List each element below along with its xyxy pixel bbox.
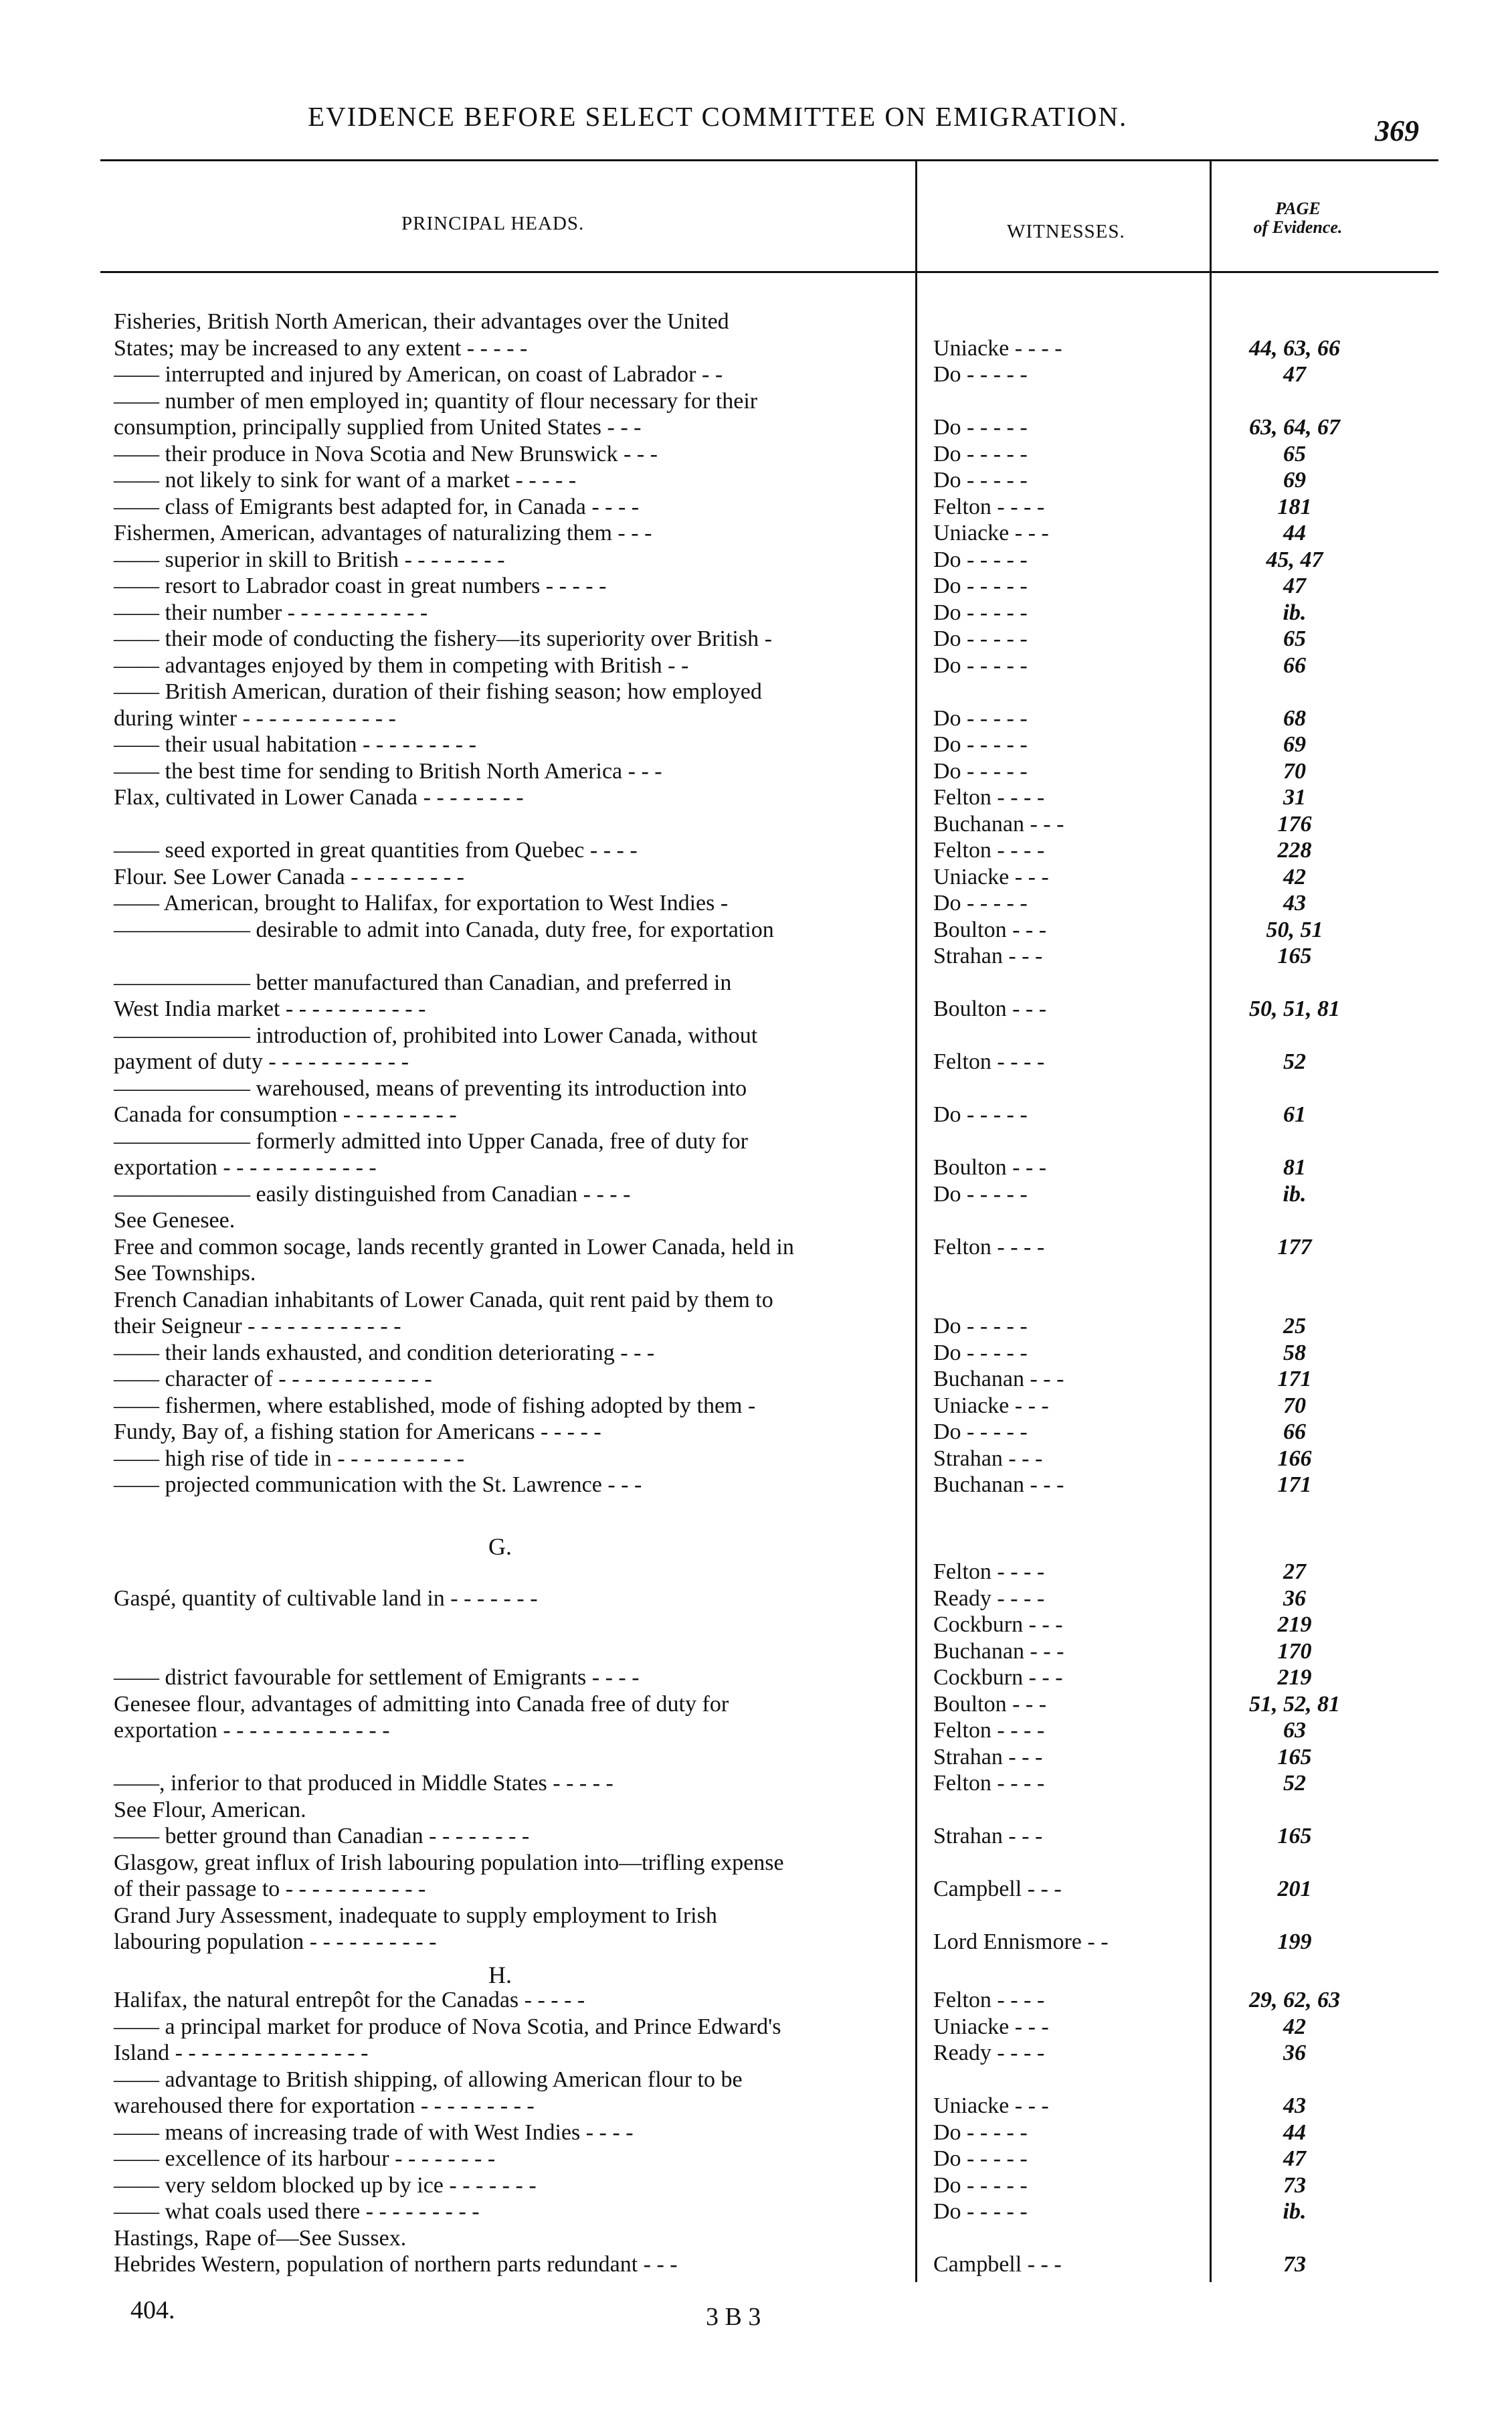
index-entry-witness: Do - - - - -	[933, 705, 1028, 731]
index-entry-page: 181	[1277, 494, 1312, 519]
index-entry-witness: Boulton - - -	[933, 1691, 1047, 1717]
index-entry-page: 177	[1277, 1234, 1312, 1260]
index-entry-heading: exportation - - - - - - - - - - - - -	[114, 1718, 390, 1743]
index-entry-page: 31	[1283, 785, 1306, 810]
index-entry-page: ib.	[1283, 1181, 1307, 1207]
index-entry-page: 70	[1283, 758, 1306, 784]
index-entry-page: 61	[1283, 1102, 1306, 1127]
index-entry-witness: Buchanan - - -	[933, 811, 1064, 837]
index-entry-heading: Fisheries, British North American, their advantages over the United	[114, 309, 729, 334]
index-entry-witness: Do - - - - -	[933, 1181, 1028, 1207]
index-entry-page: 51, 52, 81	[1249, 1691, 1340, 1717]
index-entry-witness: Ready - - - -	[933, 1585, 1045, 1611]
index-entry-heading: West India market - - - - - - - - - - -	[114, 997, 426, 1021]
index-entry-heading: Hebrides Western, population of northern parts redundant - - -	[114, 2252, 678, 2277]
index-entry-heading: See Townships.	[114, 1261, 256, 1286]
index-entry-page: 81	[1283, 1155, 1306, 1180]
index-entry-witness: Felton - - - -	[933, 1559, 1045, 1584]
index-entry-page: 65	[1283, 441, 1306, 466]
index-entry-page: 44, 63, 66	[1249, 335, 1340, 361]
index-entry-witness: Do - - - - -	[933, 468, 1028, 493]
index-entry-witness: Felton - - - -	[933, 838, 1045, 863]
column-divider-2	[1210, 161, 1212, 2282]
index-entry-witness: Ready - - - -	[933, 2041, 1045, 2065]
index-entry-heading: consumption, principally supplied from United States - - -	[114, 415, 642, 440]
index-entry-heading: —— their lands exhausted, and condition deteriorating - - -	[114, 1340, 655, 1365]
index-entry-page: 63, 64, 67	[1249, 415, 1340, 440]
index-entry-heading: —— not likely to sink for want of a market - - - - -	[114, 468, 577, 493]
index-entry-page: 58	[1283, 1340, 1306, 1365]
index-entry-witness: Do - - - - -	[933, 2199, 1028, 2224]
index-entry-heading: —— class of Emigrants best adapted for, in Canada - - - -	[114, 494, 640, 519]
index-entry-witness: Do - - - - -	[933, 574, 1028, 598]
index-entry-heading: —— advantages enjoyed by them in competing with British - -	[114, 653, 689, 678]
index-entry-heading: —— interrupted and injured by American, on coast of Labrador - -	[114, 362, 723, 387]
index-entry-witness: Boulton - - -	[933, 997, 1047, 1021]
index-entry-page: 47	[1283, 362, 1306, 387]
index-entry-witness: Felton - - - -	[933, 1988, 1045, 2012]
index-entry-heading: payment of duty - - - - - - - - - - -	[114, 1049, 409, 1074]
index-entry-witness: Do - - - - -	[933, 415, 1028, 440]
index-entry-heading: warehoused there for exportation - - - - - - - - -	[114, 2093, 535, 2118]
index-entry-witness: Do - - - - -	[933, 441, 1028, 466]
index-entry-page: 50, 51	[1266, 917, 1323, 942]
index-entry-page: 165	[1277, 944, 1312, 968]
index-entry-heading: —— high rise of tide in - - - - - - - - - -	[114, 1446, 465, 1471]
index-entry-page: 165	[1277, 1744, 1312, 1769]
index-entry-heading: —————— desirable to admit into Canada, duty free, for exportation	[114, 917, 774, 942]
index-entry-heading: Genesee flour, advantages of admitting into Canada free of duty for	[114, 1691, 729, 1717]
index-entry-heading: —— seed exported in great quantities from Quebec - - - -	[114, 838, 638, 863]
running-head: EVIDENCE BEFORE SELECT COMMITTEE ON EMIGRATION.	[308, 101, 1128, 132]
index-entry-heading: —————— better manufactured than Canadian, and preferred in	[114, 970, 732, 995]
index-entry-heading: Island - - - - - - - - - - - - - - -	[114, 2041, 369, 2065]
index-entry-heading: —————— warehoused, means of preventing its introduction into	[114, 1075, 747, 1101]
index-entry-witness: Do - - - - -	[933, 1314, 1028, 1338]
index-entry-heading: —— district favourable for settlement of Emigrants - - - -	[114, 1665, 640, 1690]
page-column-header	[1231, 199, 1365, 237]
index-entry-heading: —————— formerly admitted into Upper Canada, free of duty for	[114, 1128, 748, 1154]
page-number: 369	[1375, 114, 1419, 147]
index-entry-page: 199	[1277, 1929, 1312, 1954]
index-entry-heading: —— excellence of its harbour - - - - - - - -	[114, 2146, 496, 2171]
index-entry-heading: Flour. See Lower Canada - - - - - - - - -	[114, 864, 464, 889]
index-entry-page: 70	[1283, 1393, 1306, 1418]
index-entry-witness: Do - - - - -	[933, 891, 1028, 916]
index-entry-heading: Free and common socage, lands recently granted in Lower Canada, held in	[114, 1234, 794, 1260]
index-entry-page: 52	[1283, 1049, 1306, 1074]
index-entry-heading: —— very seldom blocked up by ice - - - - - - -	[114, 2172, 537, 2198]
index-entry-page: 44	[1283, 2119, 1306, 2145]
index-entry-witness: Buchanan - - -	[933, 1638, 1064, 1664]
index-entry-page: 66	[1283, 653, 1306, 678]
index-entry-heading: Halifax, the natural entrepôt for the Canadas - - - - -	[114, 1988, 585, 2012]
index-entry-heading: Fishermen, American, advantages of naturalizing them - - -	[114, 521, 652, 545]
section-heading-h: H.	[488, 1962, 512, 1988]
index-entry-page: 165	[1277, 1824, 1312, 1848]
index-entry-page: 36	[1283, 1585, 1306, 1611]
index-entry-witness: Lord Ennismore - -	[933, 1929, 1109, 1954]
index-entry-heading: during winter - - - - - - - - - - - -	[114, 705, 396, 731]
index-entry-witness: Boulton - - -	[933, 917, 1047, 942]
index-entry-witness: Do - - - - -	[933, 626, 1028, 651]
index-entry-heading: French Canadian inhabitants of Lower Canada, quit rent paid by them to	[114, 1287, 773, 1312]
index-entry-witness: Cockburn - - -	[933, 1665, 1063, 1690]
index-entry-page: 42	[1283, 864, 1306, 889]
index-entry-witness: Campbell - - -	[933, 2252, 1062, 2277]
index-entry-heading: —— their produce in Nova Scotia and New Brunswick - - -	[114, 441, 658, 466]
index-entry-witness: Do - - - - -	[933, 547, 1028, 572]
index-entry-witness: Do - - - - -	[933, 732, 1028, 757]
index-entry-witness: Cockburn - - -	[933, 1612, 1063, 1637]
index-entry-heading: —— their usual habitation - - - - - - - - -	[114, 732, 476, 757]
index-entry-page: 201	[1277, 1877, 1312, 1901]
index-entry-page: 69	[1283, 468, 1306, 493]
witnesses-column-header: WITNESSES.	[1007, 221, 1125, 242]
index-entry-witness: Do - - - - -	[933, 2146, 1028, 2171]
index-entry-witness: Uniacke - - - -	[933, 335, 1062, 361]
index-entry-witness: Felton - - - -	[933, 1234, 1045, 1260]
index-entry-witness: Felton - - - -	[933, 1771, 1045, 1796]
index-entry-page: 44	[1283, 521, 1306, 545]
index-entry-heading: —— the best time for sending to British North America - - -	[114, 758, 662, 784]
index-entry-page: 47	[1283, 2146, 1306, 2171]
index-entry-heading: Glasgow, great influx of Irish labouring population into—trifling expense	[114, 1850, 784, 1875]
header-rule	[100, 271, 1438, 273]
index-entry-heading: —— what coals used there - - - - - - - - -	[114, 2199, 480, 2224]
index-entry-heading: —— American, brought to Halifax, for exportation to West Indies -	[114, 891, 729, 916]
index-entry-page: 68	[1283, 705, 1306, 731]
index-entry-witness: Strahan - - -	[933, 1744, 1043, 1769]
index-entry-witness: Felton - - - -	[933, 494, 1045, 519]
section-heading-g: G.	[488, 1533, 512, 1560]
index-entry-page: 73	[1283, 2172, 1306, 2198]
index-entry-page: 36	[1283, 2041, 1306, 2065]
index-entry-witness: Uniacke - - -	[933, 1393, 1049, 1418]
index-entry-heading: See Flour, American.	[114, 1797, 306, 1822]
index-entry-witness: Do - - - - -	[933, 362, 1028, 387]
index-entry-page: 166	[1277, 1446, 1312, 1471]
index-entry-witness: Buchanan - - -	[933, 1472, 1064, 1497]
index-entry-witness: Uniacke - - -	[933, 521, 1049, 545]
index-entry-heading: exportation - - - - - - - - - - - -	[114, 1155, 377, 1180]
index-entry-witness: Strahan - - -	[933, 1446, 1043, 1471]
footer-signature: 3 B 3	[706, 2303, 761, 2331]
index-entry-heading: Grand Jury Assessment, inadequate to supply employment to Irish	[114, 1903, 717, 1928]
index-entry-page: 29, 62, 63	[1249, 1988, 1340, 2012]
index-entry-witness: Do - - - - -	[933, 758, 1028, 784]
index-entry-witness: Do - - - - -	[933, 2172, 1028, 2198]
index-entry-heading: their Seigneur - - - - - - - - - - - -	[114, 1314, 401, 1338]
index-entry-heading: See Genesee.	[114, 1208, 235, 1233]
index-entry-witness: Uniacke - - -	[933, 2093, 1049, 2118]
index-entry-heading: Gaspé, quantity of cultivable land in - - - - - - -	[114, 1585, 538, 1611]
index-entry-page: 43	[1283, 891, 1306, 916]
page-header-top: PAGE	[1275, 199, 1321, 218]
index-entry-page: 73	[1283, 2252, 1306, 2277]
index-entry-heading: —— their number - - - - - - - - - - -	[114, 600, 428, 625]
index-entry-page: 219	[1277, 1665, 1312, 1690]
index-entry-heading: —— means of increasing trade of with West Indies - - - -	[114, 2119, 634, 2145]
index-entry-heading: —— British American, duration of their fishing season; how employed	[114, 679, 762, 704]
index-entry-witness: Strahan - - -	[933, 944, 1043, 968]
index-entry-page: 171	[1277, 1367, 1312, 1391]
index-entry-heading: —— fishermen, where established, mode of fishing adopted by them -	[114, 1393, 756, 1418]
index-entry-witness: Uniacke - - -	[933, 864, 1049, 889]
index-entry-page: 219	[1277, 1612, 1312, 1637]
index-entry-page: 25	[1283, 1314, 1306, 1338]
index-entry-heading: —— advantage to British shipping, of allowing American flour to be	[114, 2067, 743, 2092]
index-entry-heading: —— character of - - - - - - - - - - - -	[114, 1367, 432, 1391]
index-entry-witness: Do - - - - -	[933, 653, 1028, 678]
index-entry-witness: Uniacke - - -	[933, 2014, 1049, 2039]
index-entry-heading: —— superior in skill to British - - - - - - - -	[114, 547, 505, 572]
index-entry-page: 69	[1283, 732, 1306, 757]
index-entry-page: 47	[1283, 574, 1306, 598]
index-entry-witness: Felton - - - -	[933, 785, 1045, 810]
index-entry-page: 228	[1277, 838, 1312, 863]
index-entry-page: 66	[1283, 1419, 1306, 1444]
index-entry-heading: Fundy, Bay of, a fishing station for Americans - - - - -	[114, 1419, 601, 1444]
index-entry-page: 65	[1283, 626, 1306, 651]
index-entry-page: ib.	[1283, 600, 1307, 625]
index-entry-witness: Felton - - - -	[933, 1718, 1045, 1743]
index-entry-page: 52	[1283, 1771, 1306, 1796]
page-header-bottom: of Evidence.	[1253, 218, 1343, 237]
index-entry-heading: States; may be increased to any extent - - - - -	[114, 335, 528, 361]
index-entry-heading: —— better ground than Canadian - - - - - - - -	[114, 1824, 530, 1848]
index-entry-heading: —— their mode of conducting the fishery—its superiority over British -	[114, 626, 772, 651]
index-entry-page: 45, 47	[1266, 547, 1323, 572]
index-entry-witness: Boulton - - -	[933, 1155, 1047, 1180]
index-entry-witness: Do - - - - -	[933, 1340, 1028, 1365]
index-entry-heading: ——, inferior to that produced in Middle States - - - - -	[114, 1771, 613, 1796]
column-divider-1	[915, 161, 917, 2282]
index-entry-heading: —— number of men employed in; quantity of flour necessary for their	[114, 388, 758, 414]
index-entry-heading: of their passage to - - - - - - - - - - -	[114, 1877, 426, 1901]
index-entry-page: 27	[1283, 1559, 1306, 1584]
index-entry-page: 171	[1277, 1472, 1312, 1497]
index-entry-witness: Felton - - - -	[933, 1049, 1045, 1074]
index-entry-witness: Do - - - - -	[933, 600, 1028, 625]
index-entry-page: 42	[1283, 2014, 1306, 2039]
index-entry-heading: Canada for consumption - - - - - - - - -	[114, 1102, 457, 1127]
index-entry-heading: —————— easily distinguished from Canadian - - - -	[114, 1181, 631, 1207]
index-entry-page: 176	[1277, 811, 1312, 837]
index-entry-heading: —————— introduction of, prohibited into Lower Canada, without	[114, 1023, 758, 1048]
top-rule	[100, 159, 1438, 161]
index-entry-heading: —— resort to Labrador coast in great numbers - - - - -	[114, 574, 607, 598]
index-entry-heading: —— a principal market for produce of Nova Scotia, and Prince Edward's	[114, 2014, 781, 2039]
index-entry-heading: labouring population - - - - - - - - - -	[114, 1929, 437, 1954]
heads-column-header: PRINCIPAL HEADS.	[401, 213, 585, 234]
index-entry-witness: Do - - - - -	[933, 1419, 1028, 1444]
index-entry-page: 63	[1283, 1718, 1306, 1743]
index-entry-witness: Buchanan - - -	[933, 1367, 1064, 1391]
index-entry-heading: Hastings, Rape of—See Sussex.	[114, 2225, 407, 2251]
index-entry-witness: Do - - - - -	[933, 1102, 1028, 1127]
index-entry-page: 170	[1277, 1638, 1312, 1664]
footer-left: 404.	[130, 2296, 175, 2324]
index-entry-heading: Flax, cultivated in Lower Canada - - - - - - - -	[114, 785, 524, 810]
index-entry-witness: Strahan - - -	[933, 1824, 1043, 1848]
index-entry-page: 43	[1283, 2093, 1306, 2118]
index-entry-witness: Campbell - - -	[933, 1877, 1062, 1901]
index-entry-page: 50, 51, 81	[1249, 997, 1340, 1021]
index-entry-heading: —— projected communication with the St. Lawrence - - -	[114, 1472, 642, 1497]
index-entry-page: ib.	[1283, 2199, 1307, 2224]
index-entry-witness: Do - - - - -	[933, 2119, 1028, 2145]
